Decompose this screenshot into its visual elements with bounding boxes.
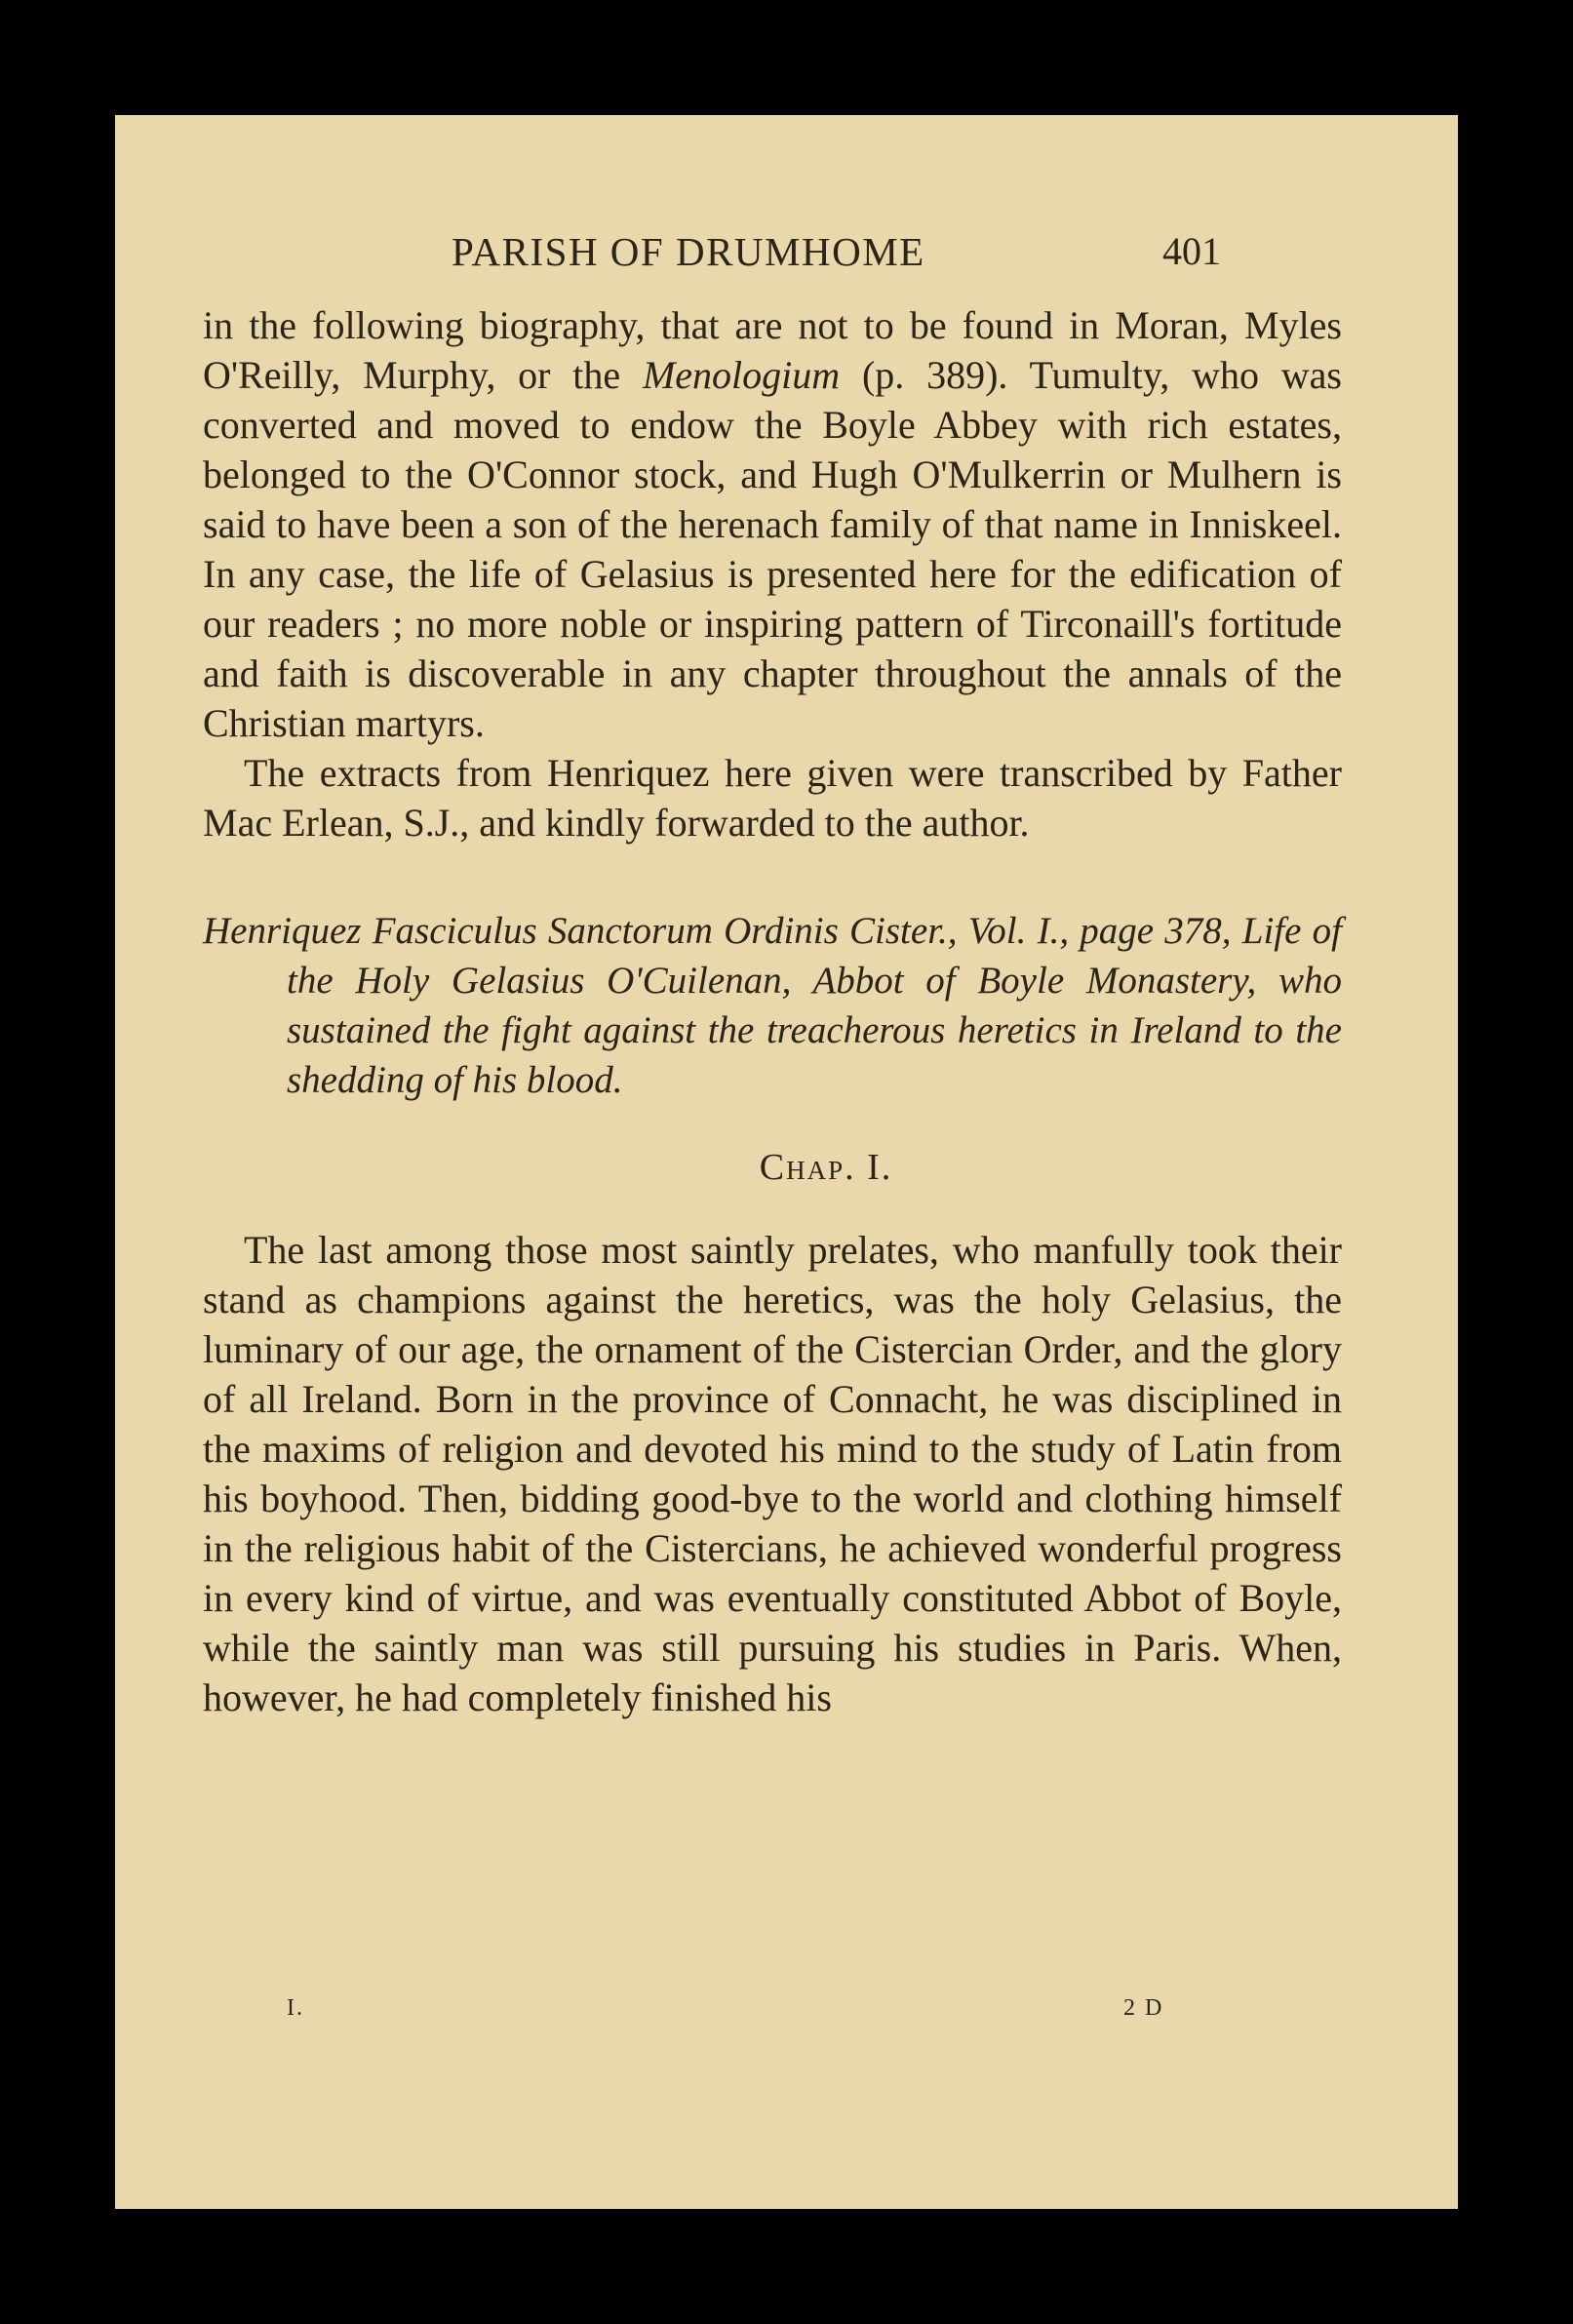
signature-mark-left: I. (287, 1995, 304, 2021)
extracts-paragraph: The extracts from Henriquez here given were transcribed by Father Mac Erlean, S.J., and kindly forwarded to the author. (203, 751, 1342, 845)
chapter-body-paragraph: The last among those most saintly prelates, who manfully took their stand as champions against the heretics, was the holy Gelasius, the luminary of our age, the ornament of the Cistercian Order, and the glory of all Ireland. Born in the province of Connacht, he was disciplined in the maxims of religion and devoted his mind to the study of Latin from his boyhood. Then, bidding good-bye to the world and clothing himself in the religious habit of the Cistercians, he achieved wonderful progress in every kind of virtue, and was eventually constituted Abbot of Boyle, while the saintly man was still pursuing his studies in Paris. When, however, he had completely finished his (203, 1228, 1342, 1719)
menologium-title: Menologium (642, 353, 841, 397)
page-footer (115, 1995, 1458, 2034)
book-page (115, 115, 1458, 2209)
text-block (203, 300, 1342, 1722)
page-number: 401 (1162, 229, 1221, 273)
source-citation: Henriquez Fasciculus Sanctorum Ordinis Cister., Vol. I., page 378, Life of the Holy Gelasius O'Cuilenan, Abbot of Boyle Monastery, who sustained the fight against the treacherous heretics in Ireland to the shedding of his blood. (203, 910, 1342, 1101)
intro-paragraph (203, 300, 1342, 748)
running-title: PARISH OF DRUMHOME (452, 229, 925, 274)
running-head (115, 222, 1458, 281)
intro-text-end: (p. 389). Tumulty, who was converted and moved to endow the Boyle Abbey with rich estates, belonged to the O'Connor stock, and Hugh O'Mulkerrin or Mulhern is said to have been a son of the herenach family of that name in Inniskeel. In any case, the life of Gelasius is presented here for the edification of our readers ; no more noble or inspiring pattern of Tirconaill's fortitude and faith is discoverable in any chapter throughout the annals of the Christian martyrs. (203, 353, 1342, 745)
chapter-heading: Chap. I. (759, 1147, 893, 1188)
intro-text-start: in the following biography, that are not to be found in Moran, Myles O'Reilly, Murphy, or the (203, 303, 1342, 397)
signature-mark-right: 2 D (1123, 1995, 1164, 2021)
